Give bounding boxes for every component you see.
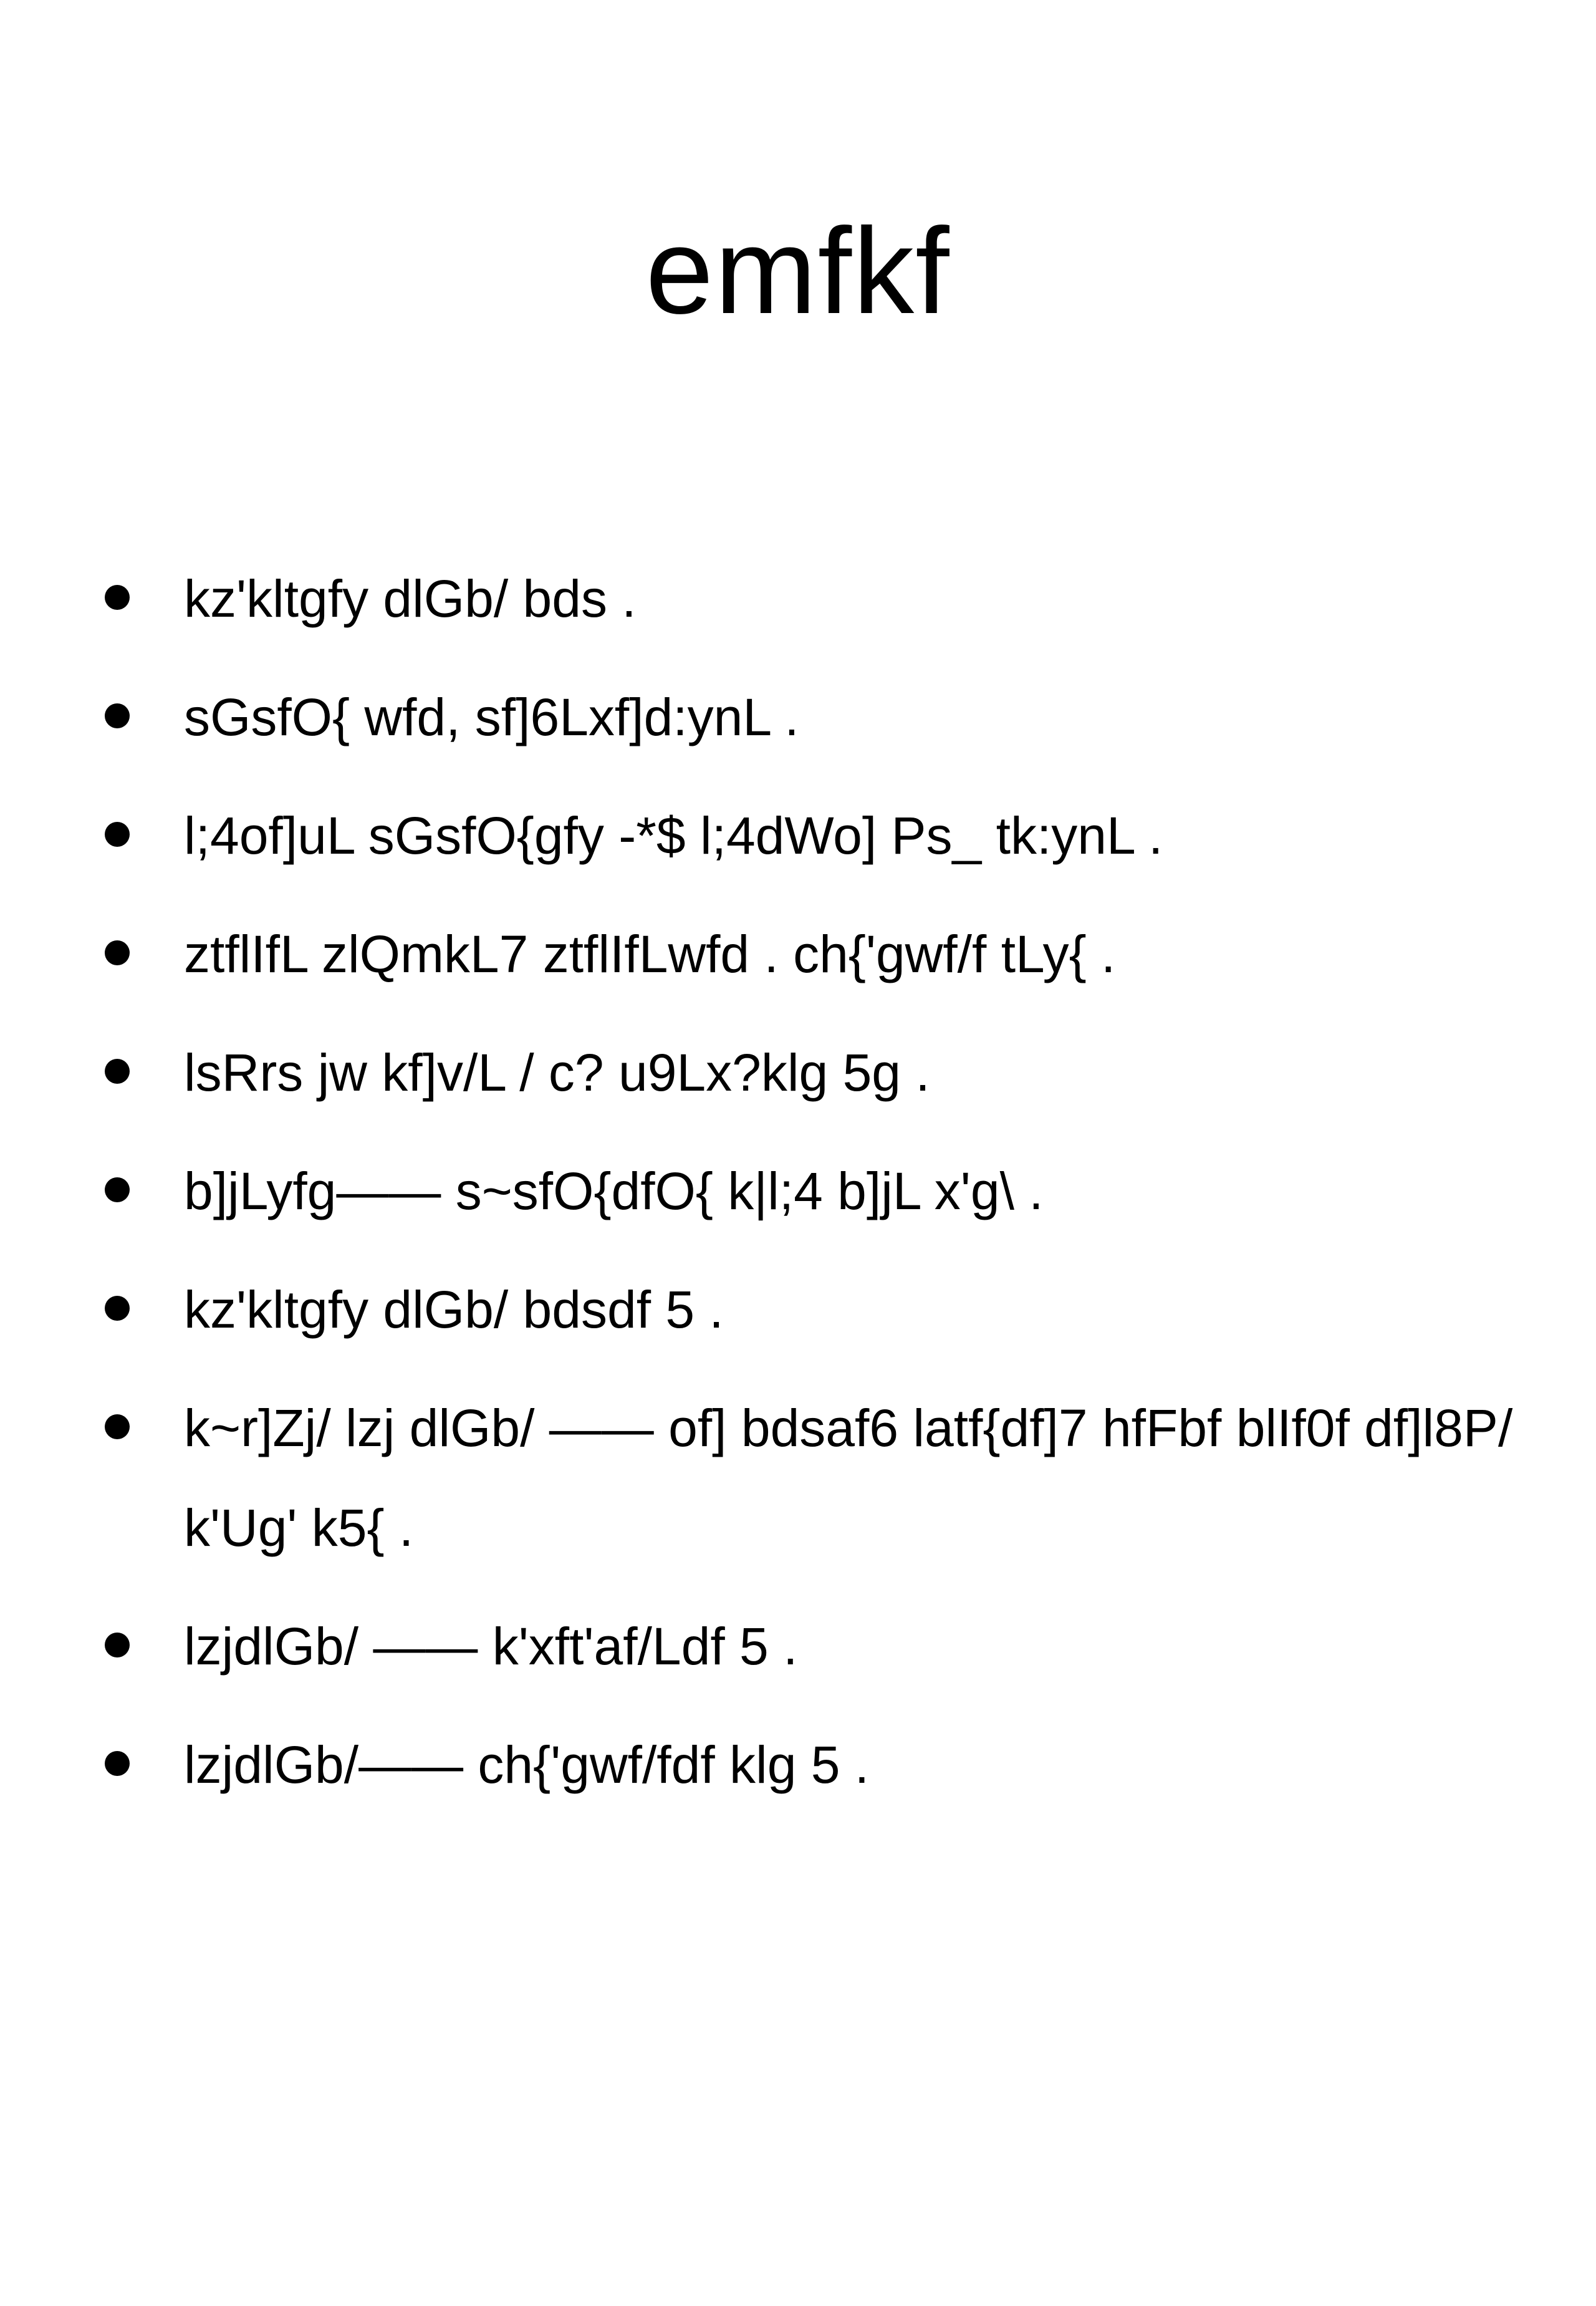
bullet-icon [105, 822, 130, 847]
bullet-icon [105, 1296, 130, 1321]
list-item [100, 786, 1521, 885]
list-item [100, 1378, 1521, 1578]
list-item [100, 1715, 1521, 1815]
list-item-text: kz'kltgfy dlGb/ bds . [184, 569, 637, 628]
bullet-icon [105, 1751, 130, 1776]
list-item [100, 667, 1521, 767]
bullet-icon [105, 585, 130, 610]
list-item [100, 1141, 1521, 1241]
list-item-text: ztflIfL zlQmkL7 ztflIfLwfd . ch{'gwf/f tLy{ . [184, 925, 1116, 983]
bullet-icon [105, 703, 130, 728]
list-item [100, 1596, 1521, 1696]
list-item-text: lsRrs jw kf]v/L / c? u9Lx?klg 5g . [184, 1043, 930, 1102]
list-item-text: lzjdlGb/ —— k'xft'af/Ldf 5 . [184, 1617, 798, 1676]
list-item-text: b]jLyfg—— s~sfO{dfO{ k|l;4 b]jL x'g\ . [184, 1162, 1044, 1220]
list-item [100, 904, 1521, 1004]
list-item [100, 1023, 1521, 1122]
bullet-icon [105, 940, 130, 965]
bullet-icon [105, 1177, 130, 1202]
list-item-text: kz'kltgfy dlGb/ bdsdf 5 . [184, 1280, 724, 1339]
list-item-text: sGsfO{ wfd, sf]6Lxf]d:ynL . [184, 688, 799, 746]
bullet-icon [105, 1633, 130, 1657]
page-title: emfkf [645, 203, 951, 339]
list-item [100, 1260, 1521, 1359]
bullet-list [100, 549, 1521, 1833]
list-item [100, 549, 1521, 649]
list-item-text: lzjdlGb/—— ch{'gwf/fdf klg 5 . [184, 1735, 870, 1794]
bullet-icon [105, 1414, 130, 1439]
list-item-text: l;4of]uL sGsfO{gfy -*$ l;4dWo] Ps_ tk:ynL . [184, 806, 1163, 865]
list-item-text: k~r]Zj/ lzj dlGb/ —— of] bdsaf6 latf{df]7 hfFbf blIf0f df]l8P/ k'Ug' k5{ . [184, 1399, 1513, 1557]
bullet-icon [105, 1059, 130, 1084]
